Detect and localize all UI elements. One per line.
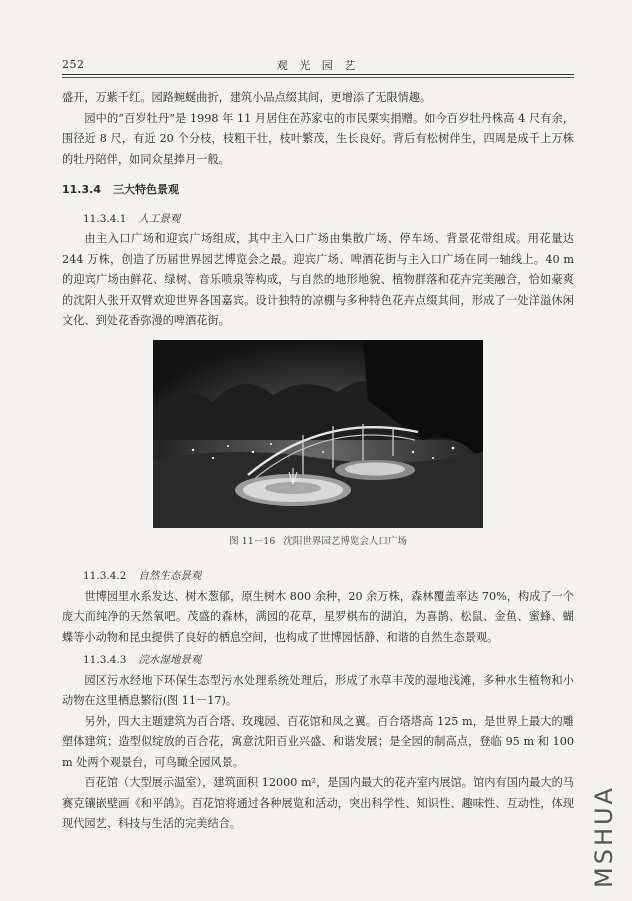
page-number: 252 bbox=[62, 58, 85, 71]
figure-caption bbox=[62, 532, 574, 553]
subsection-number: 11.3.4.3 bbox=[83, 654, 127, 666]
paragraph: 园区污水经地下环保生态型污水处理系统处理后，形成了水草丰茂的湿地浅滩，多种水生植物和小动物在这里栖息繁衍(图 11－17)。 bbox=[62, 673, 574, 707]
paragraph: 另外，四大主题建筑为百合塔、玫瑰园、百花馆和凤之翼。百合塔塔高 125 m，是世界上最大的雕塑体建筑；造型似绽放的百合花，寓意沈阳百业兴盛、和谐发展；是全园的制高点，登临 95 m 和 100 m 处两个观景台，可鸟瞰全园风景。 bbox=[62, 714, 574, 769]
subsection-number: 11.3.4.2 bbox=[83, 570, 127, 582]
paragraph: 由主入口广场和迎宾广场组成，其中主入口广场由集散广场、停车场、背景花带组成。用花量达 244 万株，创造了历届世界园艺博览会之最。迎宾广场、啤酒花街与主入口广场在同一轴线上。40 m 的迎宾广场由鲜花、绿树、音乐喷泉等构成，与自然的地形地貌、植物群落和花卉完美融合，恰如豪爽的沈阳人张开双臂欢迎世界各国嘉宾。设计独特的凉棚与多种特色花卉点缀其间，形成了一处洋溢休闲文化、到处花香弥漫的啤酒花街。 bbox=[62, 232, 574, 327]
subsection-heading bbox=[62, 566, 574, 587]
subsection-title: 人工景观 bbox=[138, 212, 181, 225]
subsection-title: 自然生态景观 bbox=[138, 570, 202, 582]
subsection-heading bbox=[62, 209, 574, 230]
header-rule-thin bbox=[62, 77, 574, 78]
section-title: 三大特色景观 bbox=[112, 183, 179, 196]
subsection-heading bbox=[62, 650, 574, 671]
running-title: 观 光 园 艺 bbox=[276, 59, 360, 72]
paragraph: 园中的“百岁牡丹”是 1998 年 11 月居住在苏家屯的市民栗实捐赠。如今百岁牡丹株高 4 尺有余，围径近 8 尺，有近 20 个分枝，枝粗干壮，枝叶繁茂，生长良好。背后有松树伴生，四周是成千上万株的牡丹陪伴，如同众星捧月一般。 bbox=[62, 111, 574, 166]
photo-illustration bbox=[153, 340, 483, 528]
figure-caption-text: 沈阳世界园艺博览会人口广场 bbox=[283, 535, 407, 547]
paragraph: 百花馆（大型展示温室），建筑面积 12000 m²，是国内最大的花卉室内展馆。馆内有国内最大的马赛克镶嵌壁画《和平鸽》。百花馆将通过各种展览和活动，突出科学性、知识性、趣味性、互动性，体现现代园艺、科技与生活的完美结合。 bbox=[62, 776, 574, 830]
subsection-number: 11.3.4.1 bbox=[83, 212, 127, 225]
header-rule-thick bbox=[62, 74, 574, 75]
page-body bbox=[62, 88, 574, 835]
paragraph: 世博园里水系发达、树木葱郁，原生树木 800 余种，20 余万株，森林覆盖率达 70%，构成了一个庞大而纯净的天然氧吧。茂盛的森林，满园的花草，星罗棋布的湖泊，为喜鹊、松鼠、金鱼、蜜蜂、蝴蝶等小动物和昆虫提供了良好的栖息空间，也构成了世博园恬静、和谐的自然生态景观。 bbox=[62, 589, 574, 644]
entrance-plaza-photo bbox=[153, 340, 483, 528]
section-number: 11.3.4 bbox=[62, 183, 101, 196]
paragraph: 盛开，万紫千红。园路蜿蜒曲折，建筑小品点缀其间，更增添了无限情趣。 bbox=[62, 91, 432, 104]
subsection-title: 浣水湿地景观 bbox=[138, 654, 202, 666]
running-header bbox=[62, 54, 574, 76]
section-heading bbox=[62, 180, 574, 201]
figure-number: 图 11－16 bbox=[229, 535, 276, 547]
watermark-text: MSHUA bbox=[590, 785, 618, 888]
